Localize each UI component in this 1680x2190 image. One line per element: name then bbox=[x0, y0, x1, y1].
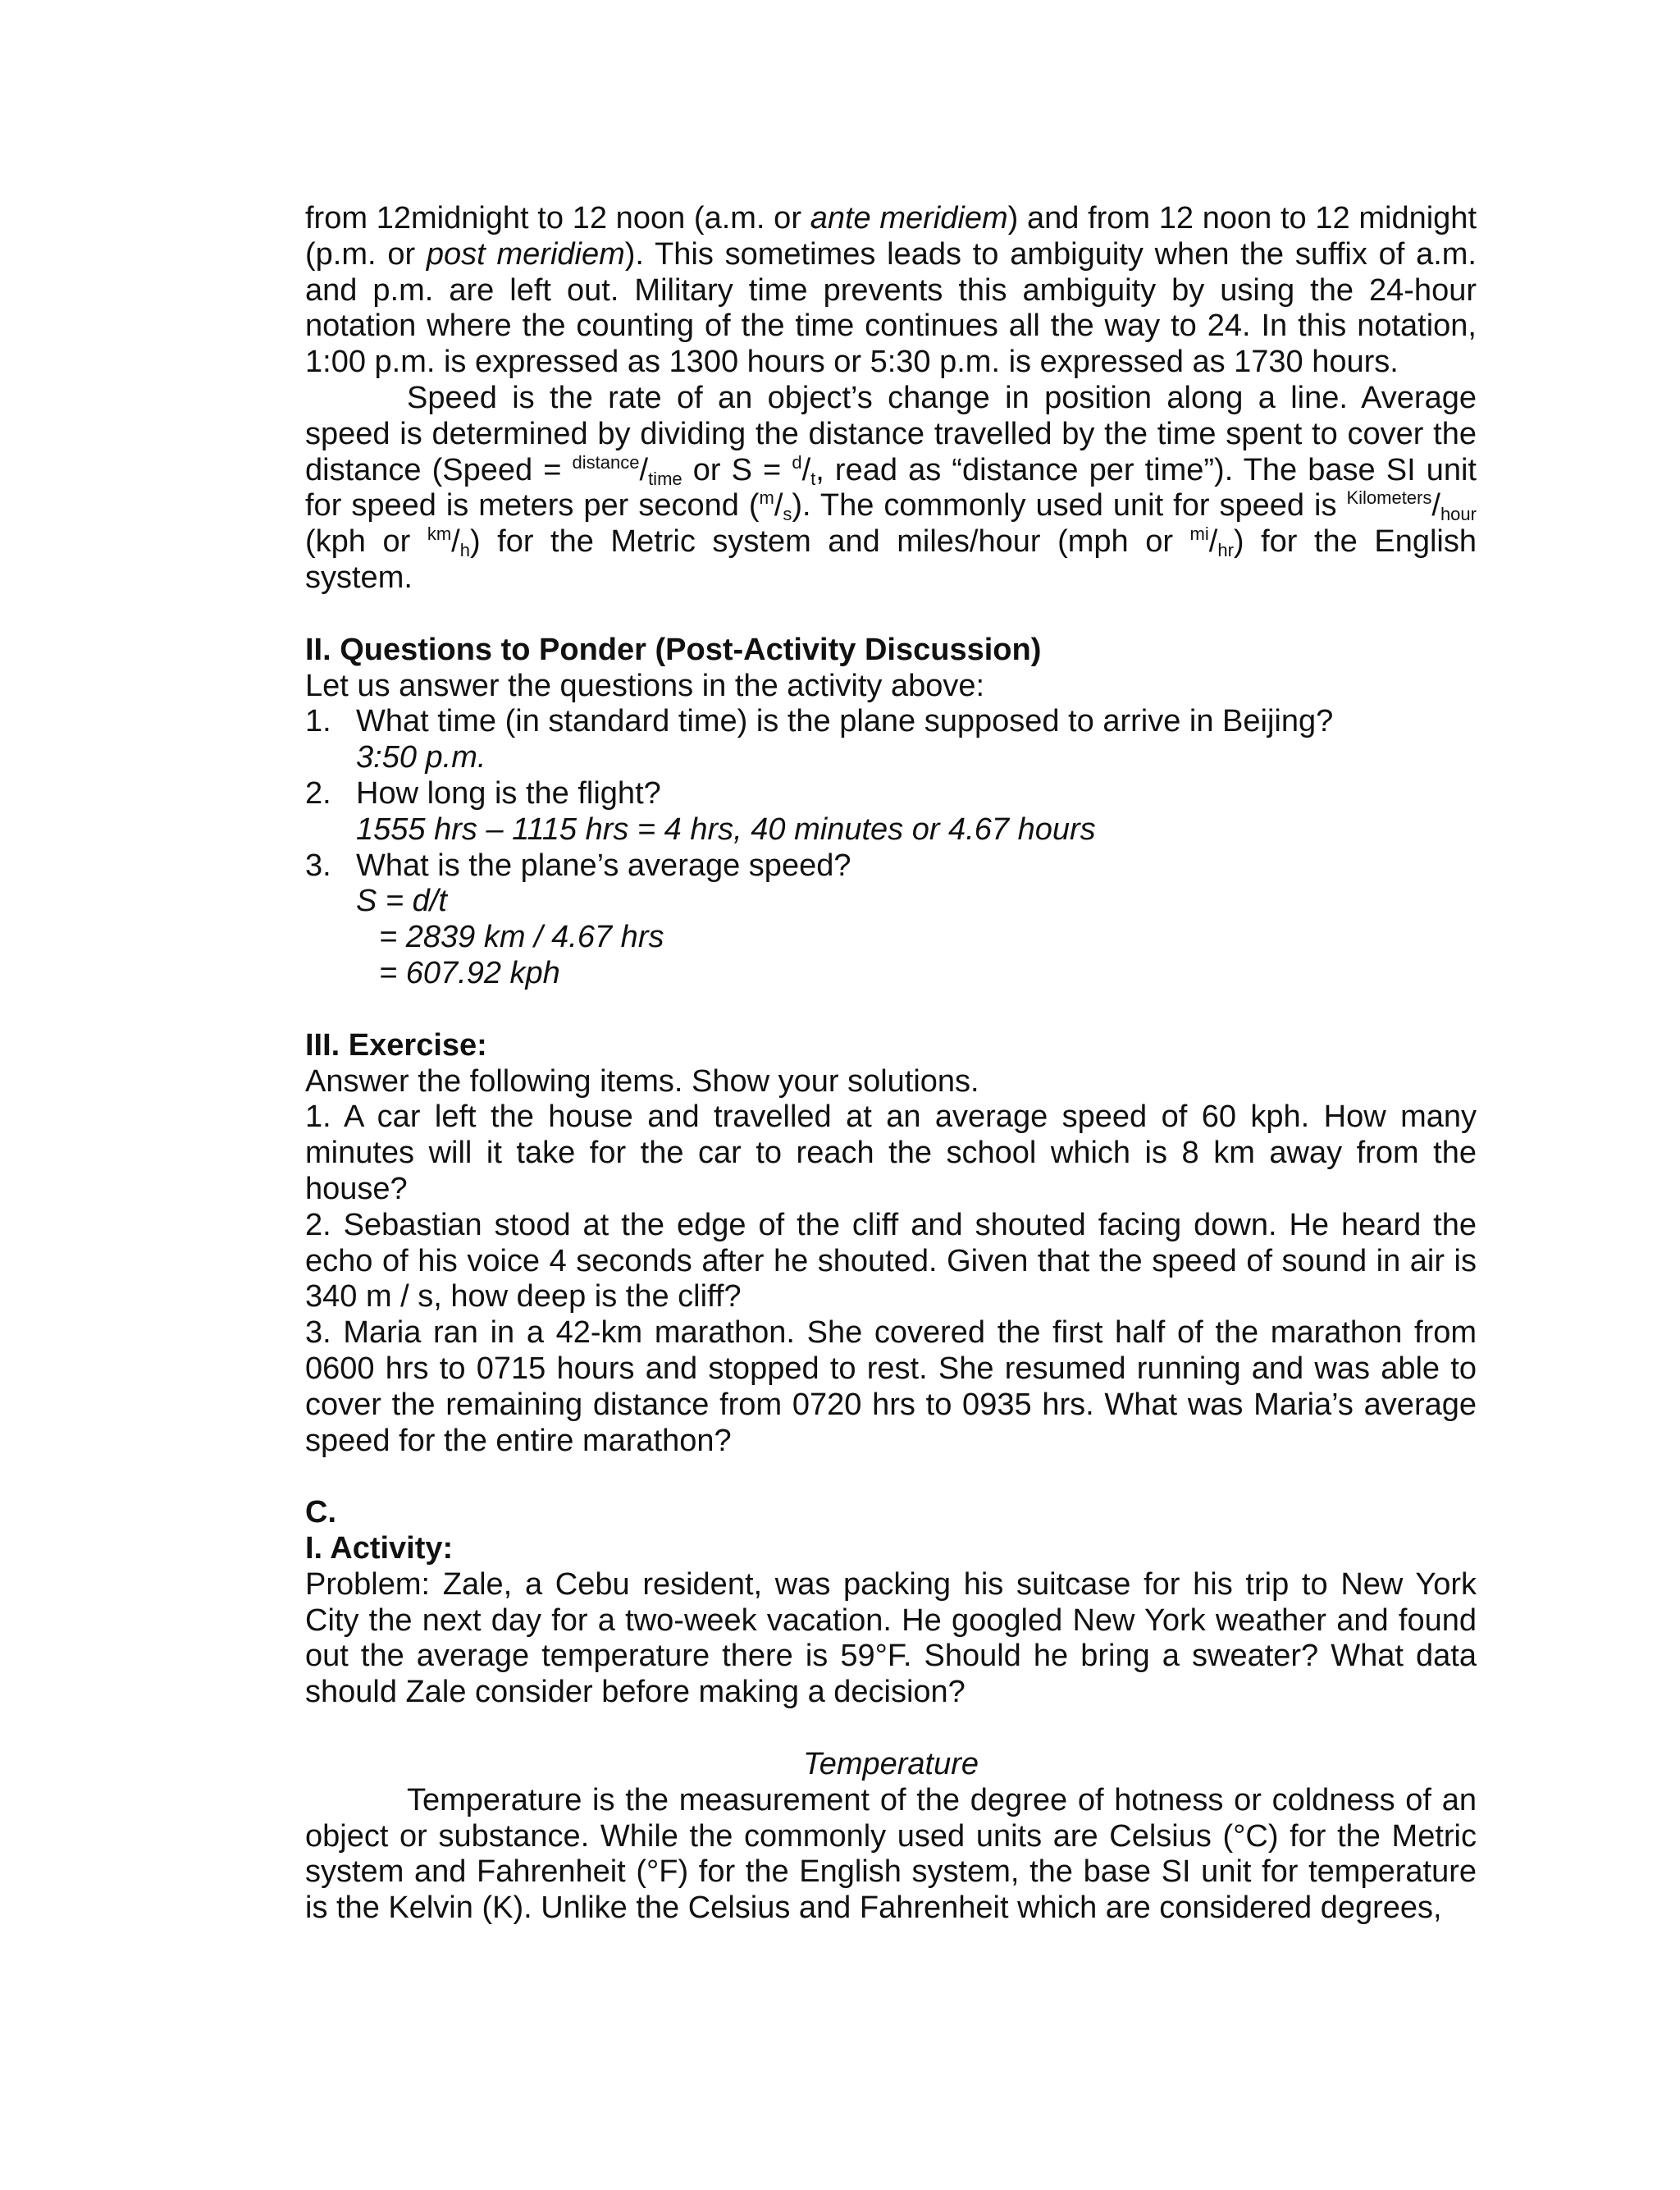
text-run: ) for the Metric system and miles/hour (mph or bbox=[469, 524, 1190, 560]
spacer bbox=[305, 992, 1477, 1028]
list-item bbox=[305, 848, 1477, 885]
subscript: time bbox=[648, 468, 682, 489]
text-run: ). This sometimes leads to ambiguity when the suffix of a.m. and p.m. are left out. Military time prevents this ambiguity by using the 24-hour notation where the counting of the time continues all the way to 24. In this notation, 1:00 p.m. is expressed as 1300 hours or 5:30 p.m. is expressed as 1730 hours. bbox=[305, 236, 1477, 380]
text-run: or S = bbox=[682, 452, 792, 487]
text-run: (kph or bbox=[305, 524, 427, 560]
spacer bbox=[305, 1711, 1477, 1747]
temperature-paragraph: Temperature is the measurement of the degree of hotness or coldness of an object or substance. While the commonly used units are Celsius (°C) for the Metric system and Fahrenheit (°F) for the English system, the base SI unit for temperature is the Kelvin (K). Unlike the Celsius and Fahrenheit which are considered degrees, bbox=[305, 1782, 1477, 1926]
question-text: How long is the flight? bbox=[356, 775, 661, 811]
subsection-title: Temperature bbox=[802, 1747, 979, 1782]
text-run: ) and from 12 noon to 12 midnight (p.m. or bbox=[305, 201, 1477, 272]
document-page bbox=[305, 201, 1477, 1927]
section-heading-activity: I. Activity: bbox=[305, 1531, 454, 1566]
problem-paragraph: Problem: Zale, a Cebu resident, was packing his suitcase for his trip to New York City the next day for a two-week vacation. He googled New York weather and found out the average temperature there is 59°F. Should he bring a sweater? What data should Zale consider before making a decision? bbox=[305, 1566, 1477, 1710]
military-time-paragraph bbox=[305, 201, 1477, 381]
list-item bbox=[305, 704, 1477, 740]
superscript: Kilometers bbox=[1346, 487, 1432, 509]
section-heading-exercise: III. Exercise: bbox=[305, 1027, 487, 1063]
exercise-item: 1. A car left the house and travelled at an average speed of 60 kph. How many minutes will it take for the car to reach the school which is 8 km away from the house? bbox=[305, 1100, 1477, 1206]
list-number: 1. bbox=[305, 704, 331, 739]
text-run: / bbox=[774, 488, 783, 523]
text-run: , read as “distance per time”). The base SI unit for speed is meters per second ( bbox=[305, 452, 1477, 523]
emphasis-text: ante meridiem bbox=[810, 201, 1008, 235]
text-run: / bbox=[639, 452, 649, 487]
speed-paragraph bbox=[305, 381, 1477, 597]
list-number: 2. bbox=[305, 775, 331, 811]
superscript: mi bbox=[1189, 523, 1209, 545]
text-run: / bbox=[451, 524, 460, 560]
exercise-item: 2. Sebastian stood at the edge of the cliff and shouted facing down. He heard the echo of his voice 4 seconds after he shouted. Given that the speed of sound in air is 340 m / s, how deep is the cliff? bbox=[305, 1207, 1477, 1314]
subscript: hour bbox=[1440, 504, 1477, 525]
answer-text: = 2839 km / 4.67 hrs bbox=[379, 920, 664, 955]
text-run: / bbox=[1208, 524, 1218, 560]
exercise-item: 3. Maria ran in a 42-km marathon. She covered the first half of the marathon from 0600 hrs to 0715 hours and stopped to rest. She resumed running and was able to cover the remaining distance from 0720 hrs to 0935 hrs. What was Maria’s average speed for the entire marathon? bbox=[305, 1315, 1477, 1458]
answer-text: S = d/t bbox=[356, 884, 447, 919]
question-text: What time (in standard time) is the plane supposed to arrive in Beijing? bbox=[356, 704, 1334, 739]
text-run: / bbox=[1431, 488, 1440, 523]
section-letter: C. bbox=[305, 1495, 336, 1530]
subscript: hr bbox=[1217, 540, 1234, 561]
subscript: t bbox=[810, 468, 816, 489]
text-run: ) for the English system. bbox=[305, 524, 1477, 595]
spacer bbox=[305, 597, 1477, 633]
text-run: from 12midnight to 12 noon (a.m. or bbox=[305, 201, 810, 235]
list-item bbox=[305, 776, 1477, 812]
superscript: distance bbox=[572, 451, 640, 473]
superscript: m bbox=[759, 487, 774, 509]
section-intro: Answer the following items. Show your solutions. bbox=[305, 1063, 979, 1099]
answer-text: 1555 hrs – 1115 hrs = 4 hrs, 40 minutes or 4.67 hours bbox=[356, 812, 1096, 847]
question-text: What is the plane’s average speed? bbox=[356, 848, 851, 883]
answer-text: 3:50 p.m. bbox=[356, 740, 486, 775]
answer-text: = 607.92 kph bbox=[379, 955, 560, 990]
text-run: ). The commonly used unit for speed is bbox=[792, 488, 1347, 523]
section-intro: Let us answer the questions in the activity above: bbox=[305, 668, 985, 703]
section-heading-questions: II. Questions to Ponder (Post-Activity Discussion) bbox=[305, 632, 1042, 667]
subscript: s bbox=[783, 504, 792, 525]
text-run: Speed is the rate of an object’s change in position along a line. Average speed is determined by dividing the distance travelled by the time spent to cover the distance (Speed = bbox=[305, 380, 1477, 487]
spacer bbox=[305, 1459, 1477, 1495]
emphasis-text: post meridiem bbox=[426, 236, 625, 272]
superscript: d bbox=[792, 451, 802, 473]
list-number: 3. bbox=[305, 848, 331, 883]
text-run: / bbox=[801, 452, 811, 487]
superscript: km bbox=[427, 523, 452, 545]
subscript: h bbox=[459, 540, 470, 561]
